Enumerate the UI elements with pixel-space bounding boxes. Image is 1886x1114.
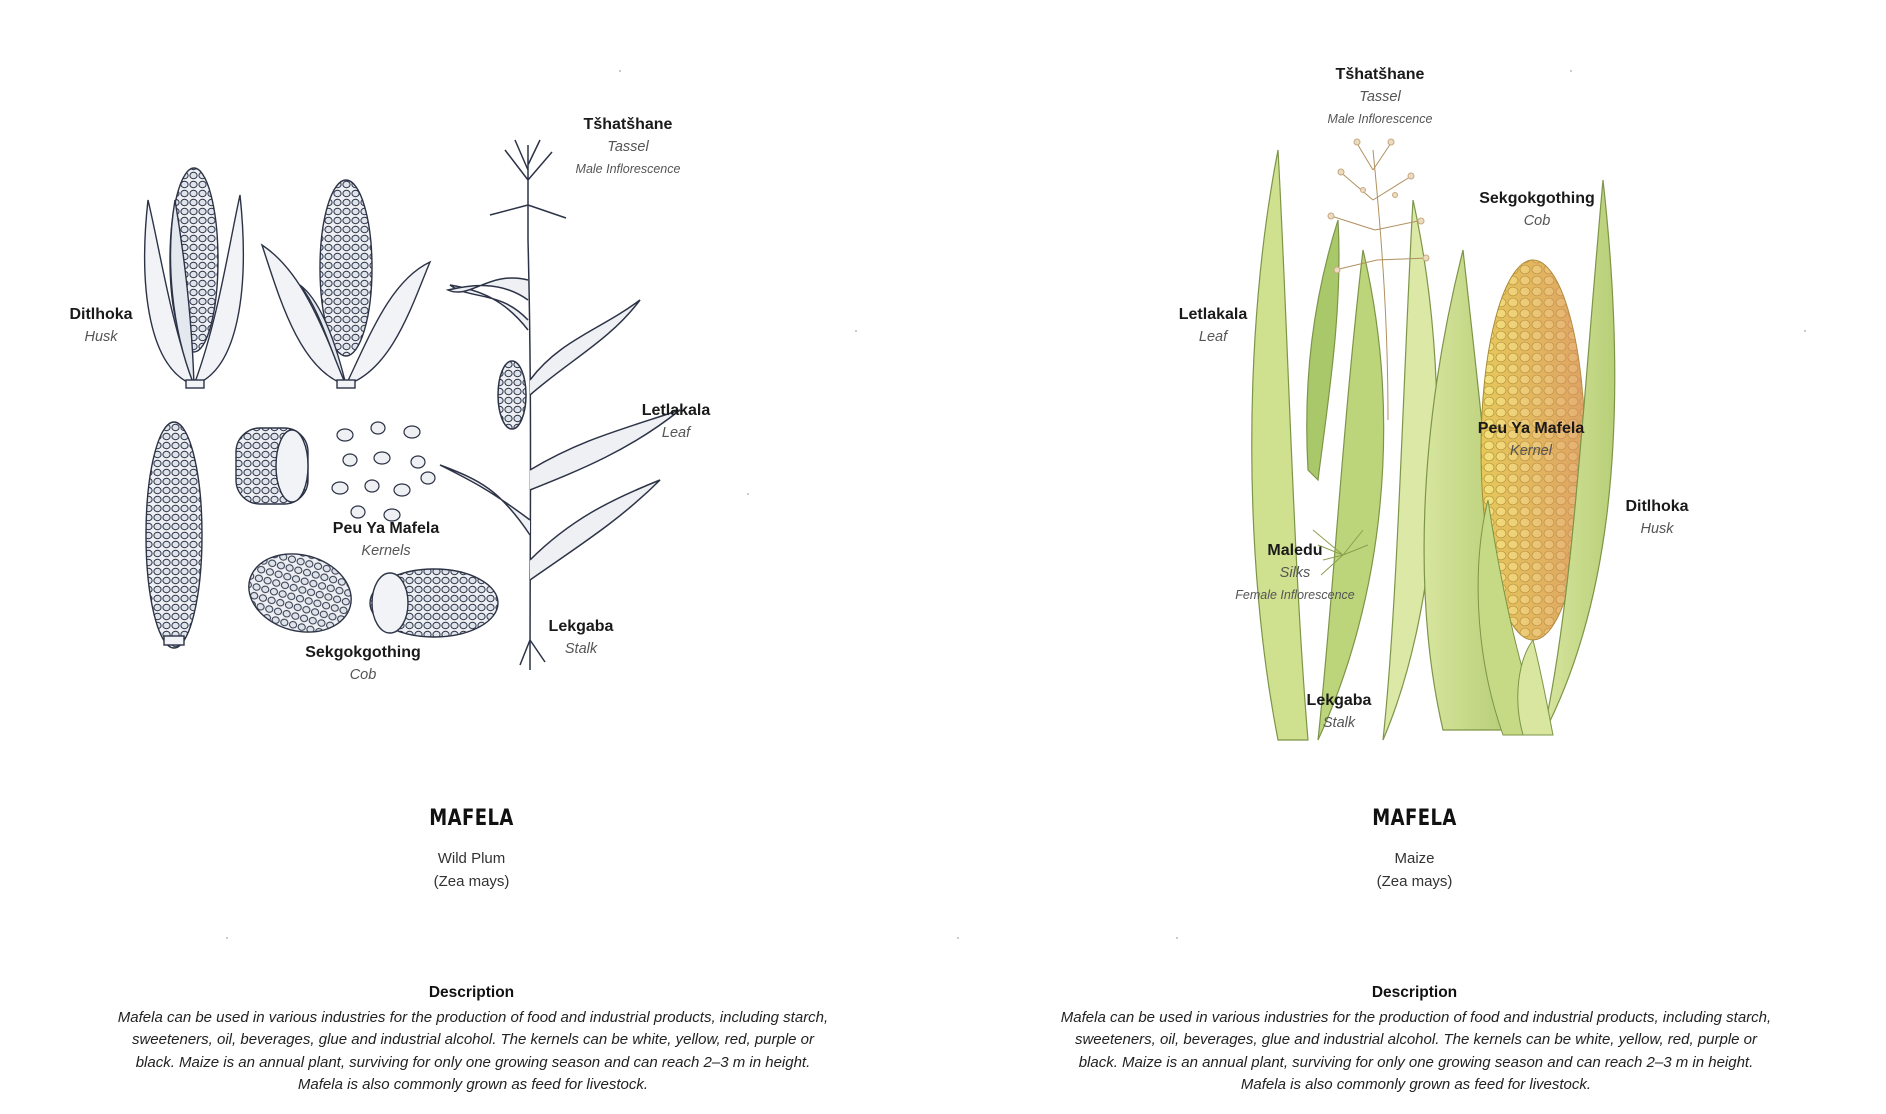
husked-cob-sketch [145,168,244,388]
label-english: Kernels [361,543,411,559]
label-silks [1235,540,1355,606]
label-english: Tassel [607,139,649,155]
label-name: Sekgokgothing [305,644,421,661]
common-name: Wild Plum [437,850,506,867]
label-english: Silks [1279,565,1311,581]
label-name: Ditlhoka [1625,498,1689,515]
label-english: Leaf [1198,329,1228,345]
label-name: Peu Ya Mafela [1477,420,1585,437]
label-english: Tassel [1359,89,1401,105]
plant-title: MAFELA [1372,806,1457,831]
leaves-color [1252,150,1437,740]
label-name: Ditlhoka [69,306,133,323]
label-name: Maledu [1267,542,1323,559]
maize-sketch-illustration [0,0,943,760]
paper-speck [619,70,621,72]
description-heading: Description [1371,984,1458,1001]
label-husk [69,304,132,348]
label-leaf [1179,304,1247,348]
right-page [943,0,1886,1114]
label-sub: Male Inflorescence [1327,112,1433,126]
description-text: Mafela can be used in various industries for the production of food and industrial products, including starch, sweeteners, oil, beverages, glue and industrial alcohol. The kernels can be white, yellow, red, purple or black. Maize is an annual plant, surviving for only one growing season and can reach 2–3 m in height. Mafela is also commonly grown as feed for livestock. [1060,1009,1772,1093]
label-english: Stalk [1322,715,1356,731]
label-leaf [642,400,710,444]
label-stalk [1307,690,1372,734]
paper-speck [226,937,228,939]
label-kernels [333,518,439,562]
label-sub: Male Inflorescence [575,162,681,176]
label-name: Tšhatšhane [583,116,673,133]
description-heading: Description [428,984,515,1001]
husked-cob-sketch [262,180,430,388]
plant-title: MAFELA [429,806,514,831]
label-name: Peu Ya Mafela [332,520,440,537]
label-name: Sekgokgothing [1479,190,1595,207]
bare-cob-sketch [146,422,202,648]
description-text: Mafela can be used in various industries for the production of food and industrial products, including starch, sweeteners, oil, beverages, glue and industrial alcohol. The kernels can be white, yellow, red, purple or black. Maize is an annual plant, surviving for only one growing season and can reach 2–3 m in height. Mafela is also commonly grown as feed for livestock. [117,1009,829,1093]
label-english: Cob [1523,213,1551,229]
label-english: Stalk [564,641,598,657]
label-cob [1479,188,1595,232]
paper-speck [957,937,959,939]
label-english: Husk [84,329,118,345]
label-english: Husk [1640,521,1674,537]
paper-speck [855,330,857,332]
common-name: Maize [1394,850,1435,867]
paper-speck [1176,937,1178,939]
label-english: Kernel [1510,443,1552,459]
label-stalk [549,616,614,660]
label-sub: Female Inflorescence [1235,588,1355,602]
label-name: Lekgaba [1306,692,1372,709]
cob-slice-sketch [236,428,308,504]
label-english: Cob [349,667,377,683]
scientific-name: (Zea mays) [433,873,510,890]
label-tassel [1328,64,1433,130]
label-name: Letlakala [1178,306,1248,323]
label-tassel [576,114,681,180]
paper-speck [747,493,749,495]
paper-speck [1570,70,1572,72]
paper-speck [1804,330,1806,332]
label-husk [1625,496,1688,540]
label-name: Tšhatšhane [1335,66,1425,83]
scientific-name: (Zea mays) [1376,873,1453,890]
label-kernel [1478,418,1584,462]
label-cob [305,642,421,686]
label-english: Leaf [661,425,691,441]
label-name: Letlakala [641,402,711,419]
loose-kernels-sketch [332,422,435,521]
label-name: Lekgaba [548,618,614,635]
